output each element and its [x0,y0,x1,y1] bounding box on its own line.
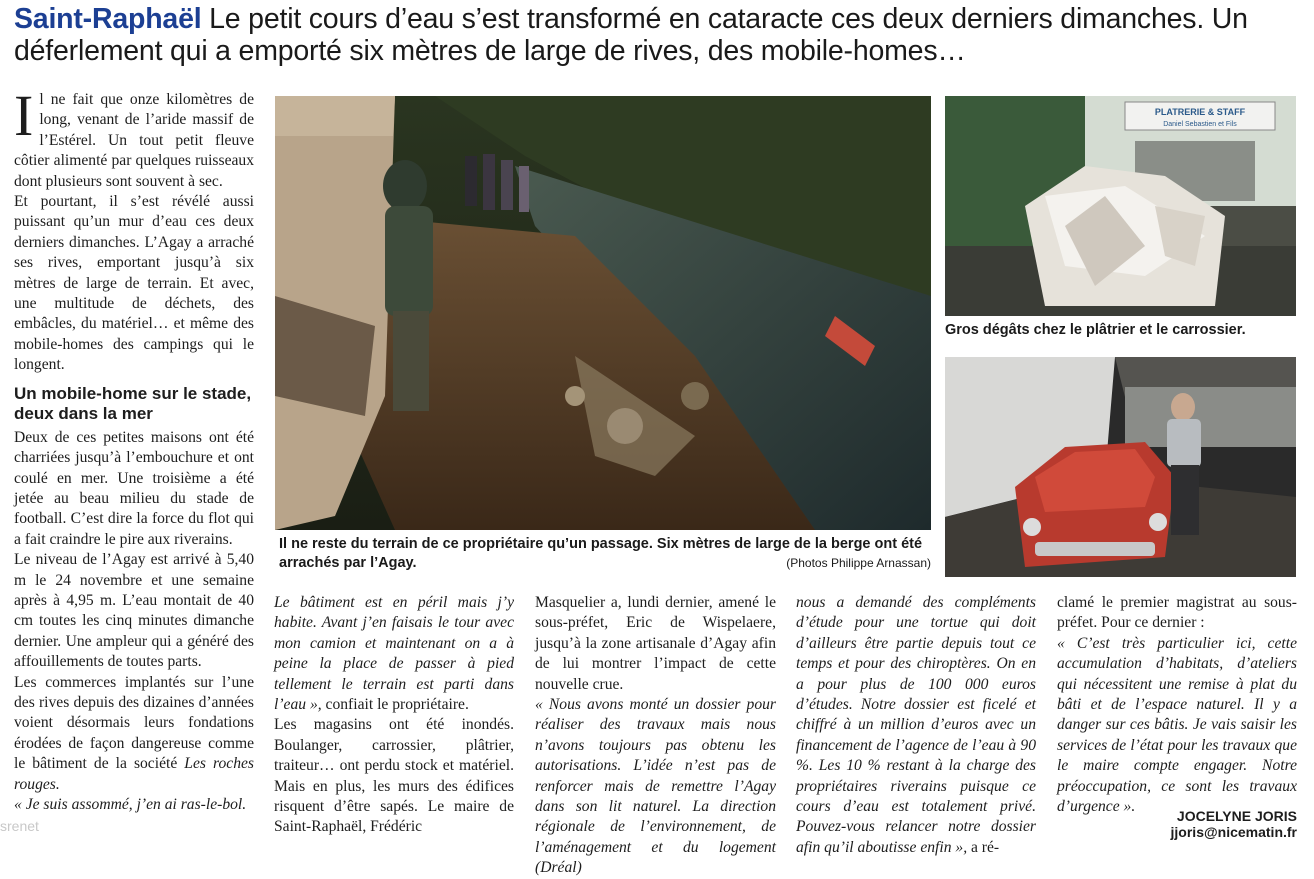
paragraph [796,593,1036,858]
article-column-5 [1057,593,1297,817]
author-email[interactable]: jjoris@nicematin.fr [1170,824,1297,840]
shop-sign-subtitle: Daniel Sebastien et Fils [1163,121,1237,128]
side-photo-garage [945,357,1296,577]
paragraph-text: confiait le propriétaire. [321,696,469,714]
article-column-2 [274,593,514,838]
paragraph: clamé le premier magistrat au sous-préfet. Pour ce dernier : [1057,594,1297,632]
main-photo-caption: Il ne reste du terrain de ce propriétaire qu’un passage. Six mètres de large de la berge ont été arrachés par l’Agay. [279,536,923,571]
paragraph: Et pourtant, il s’est révélé aussi puissant qu’un mur d’eau ces deux derniers dimanches. L’Agay a arraché ses rives, emportant jusqu’à six mètres de large de terrain. Et avec, une multitude de déchets, des embâcles, du matériel… et même des mobile-homes des campings qui le longent. [14,193,254,374]
paragraph [274,593,514,715]
company-name: Les roches rouges. [14,755,254,793]
watermark: srenet [0,818,39,834]
photo-credit: (Photos Philippe Arnassan) [786,556,931,570]
paragraph: l ne fait que onze kilomètres de long, venant de l’aride massif de l’Estérel. Un tout petit fleuve côtier alimenté par quelques ruisseaux dont plusieurs sont souvent à sec. [14,91,254,190]
headline-text: Le petit cours d’eau s’est transformé en cataracte ces deux derniers dimanches. Un déferlement qui a emporté six mètres de large de rives, des mobile-homes… [14,3,1248,67]
subheading: Un mobile-home sur le stade, deux dans la mer [14,383,252,423]
debris-image [945,96,1296,316]
shop-sign: PLATRERIE & STAFF [1154,107,1246,117]
riverbank-erosion-image [275,96,931,530]
main-photo [275,96,931,530]
drop-cap: I [14,83,34,148]
side-photo-1-caption: Gros dégâts chez le plâtrier et le carrossier. [945,322,1246,338]
headline-city: Saint-Raphaël [14,3,202,35]
quote-text: Le bâtiment est en péril mais j’y habite. Avant j’en faisais le tour avec mon camion et maintenant on a à peine la place de passer à pied tellement le terrain est parti dans l’eau », [274,594,514,714]
article-column-3 [535,593,776,879]
paragraph: Deux de ces petites maisons ont été charriées jusqu’à l’embouchure et ont coulé en mer. Une troisième a été jetée au beau milieu du stade de football. C’est dire la force du flot qui a fait craindre le pire aux riverains. [14,428,254,548]
article-column-4 [796,593,1036,858]
article-column-1 [14,83,254,815]
paragraph-text: a ré- [967,838,1000,856]
quote-start: « Je suis assommé, j’en ai ras-le-bol. [14,796,247,813]
quote-text: « C’est très particulier ici, cette accumulation d’habitats, d’ateliers qui nécessitent une remise à plat du bâti et de l’espace naturel. Il y a danger sur ces bâtis. Je vais saisir les services de l’état pour les travaux que le maire compte engager. Notre préoccupation, ce sont les travaux d’urgence ». [1057,634,1297,816]
red-car-image [945,357,1296,577]
paragraph: Le niveau de l’Agay est arrivé à 5,40 m le 24 novembre et une semaine après à 4,95 m. L’eau montait de 40 cm toutes les cinq minutes dimanche dernier. Une ampleur qui a généré des affouillements de toutes parts. [14,551,254,671]
headline [14,3,1304,67]
paragraph [14,673,254,795]
author-name: JOCELYNE JORIS [1176,808,1297,824]
quote-text: « Nous avons monté un dossier pour réaliser des travaux mais nous n’avons toujours pas obtenu les autorisations. L’idée n’est pas de renforcer mais de remettre l’Agay dans son lit naturel. La direction régionale de l’environnement, de l’aménagement et du logement (Dréal) [535,696,776,877]
paragraph-text: Les commerces implantés sur l’une des rives depuis des dizaines d’années voient désormais leurs fondations érodées de façon dangereuse comme le bâtiment de la société [14,673,254,773]
side-photo-plasterer [945,96,1296,316]
paragraph: Les magasins ont été inondés. Boulanger, carrossier, plâtrier, traiteur… ont perdu stock et matériel. Mais en plus, les murs des édifices risquent d’être sapés. Le maire de Saint-Raphaël, Frédéric [274,716,514,836]
author-byline [1057,808,1297,840]
quote-text: nous a demandé des compléments d’étude pour une tortue qui doit d’ailleurs être partie depuis tout ce temps et pour des chiroptères. On en a pour plus de 100 000 euros d’études. Notre dossier est ficelé et chiffré à un million d’euros avec un financement de l’agence de l’eau à 90 %. Les 10 % restant à la charge des propriétaires riverains puisque ce cours d’eau est totalement privé. Pouvez-vous relancer notre dossier afin qu’il aboutisse enfin », [796,594,1036,856]
paragraph: Masquelier a, lundi dernier, amené le sous-préfet, Eric de Wispelaere, jusqu’à la zone artisanale d’Agay afin de lui montrer l’impact de cette nouvelle crue. [535,594,776,693]
